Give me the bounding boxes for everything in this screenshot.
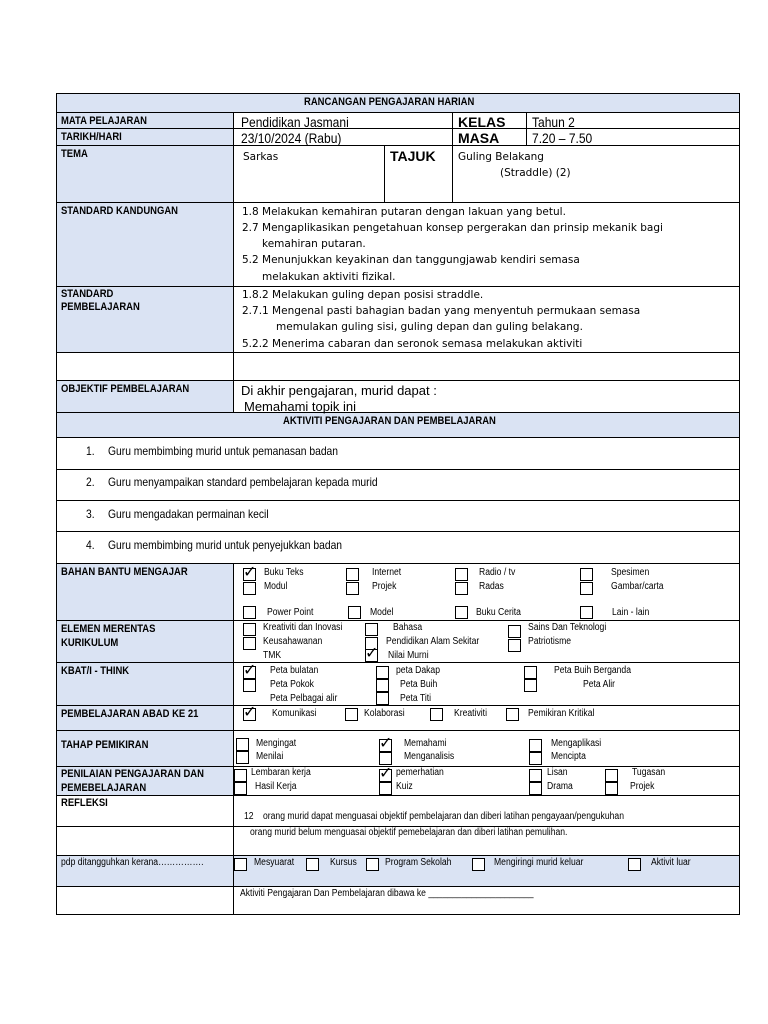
tahap-option-memahami: Memahami xyxy=(404,738,447,749)
aktiviti-item-4-num: 4. xyxy=(86,538,95,552)
emk-option-kreativiti: Kreativiti dan Inovasi xyxy=(263,622,343,633)
aktiviti-item-1: Guru membimbing murid untuk pemanasan badan xyxy=(108,444,339,458)
check-mark-icon: ✓ xyxy=(379,733,393,752)
bbm-powerpoint-checkbox[interactable] xyxy=(243,606,256,619)
kbat-option-bulatan: Peta bulatan xyxy=(270,665,319,676)
bbm-option-projek: Projek xyxy=(372,581,397,592)
tema-value: Sarkas xyxy=(243,151,279,163)
penilaian-projek-checkbox[interactable] xyxy=(605,782,618,795)
bbm-option-internet: Internet xyxy=(372,567,402,578)
tahap-option-mencipta: Mencipta xyxy=(551,751,586,762)
emk-keusahawanan-checkbox[interactable] xyxy=(243,637,256,650)
penilaian-hasil-kerja-checkbox[interactable] xyxy=(234,782,247,795)
penilaian-option-kuiz: Kuiz xyxy=(396,781,413,792)
emk-nilai-murni-checkbox[interactable] xyxy=(365,643,379,662)
kbat-option-pokok: Peta Pokok xyxy=(270,679,314,690)
bbm-buku-teks-checkbox[interactable] xyxy=(243,562,257,581)
penilaian-drama-checkbox[interactable] xyxy=(529,782,542,795)
penilaian-label-2: PEMEBELAJARAN xyxy=(61,782,147,794)
emk-sains-checkbox[interactable] xyxy=(508,625,521,638)
bbm-label: BAHAN BANTU MENGAJAR xyxy=(61,566,188,578)
mata-pelajaran-value: Pendidikan Jasmani xyxy=(241,114,349,130)
sp-line-3: memulakan guling sisi, guling depan dan guling belakang. xyxy=(276,321,583,333)
bbm-option-spesimen: Spesimen xyxy=(611,567,650,578)
abad21-option-komunikasi: Komunikasi xyxy=(272,708,317,719)
penilaian-tugasan-checkbox[interactable] xyxy=(605,769,618,782)
sk-line-5: melakukan aktiviti fizikal. xyxy=(262,271,396,283)
aktiviti-item-2-num: 2. xyxy=(86,475,95,489)
penilaian-pemerhatian-checkbox[interactable] xyxy=(379,763,393,782)
tajuk-line2: (Straddle) (2) xyxy=(500,167,571,179)
penilaian-option-tugasan: Tugasan xyxy=(632,767,666,778)
pdp-aktivit-luar-checkbox[interactable] xyxy=(628,858,641,871)
penilaian-option-lembaran: Lembaran kerja xyxy=(251,767,311,778)
kbat-label: KBAT/I - THINK xyxy=(61,665,130,677)
abad21-option-kreativiti: Kreativiti xyxy=(454,708,487,719)
emk-bahasa-checkbox[interactable] xyxy=(365,623,378,636)
bbm-spesimen-checkbox[interactable] xyxy=(580,568,593,581)
check-mark-icon: ✓ xyxy=(365,643,379,662)
emk-patriotisme-checkbox[interactable] xyxy=(508,639,521,652)
aktiviti-item-3-num: 3. xyxy=(86,507,95,521)
bbm-internet-checkbox[interactable] xyxy=(346,568,359,581)
pdp-option-mesyuarat: Mesyuarat xyxy=(254,857,295,868)
check-mark-icon: ✓ xyxy=(379,763,393,782)
aktiviti-item-2: Guru menyampaikan standard pembelajaran kepada murid xyxy=(108,475,378,489)
tahap-mengaplikasi-checkbox[interactable] xyxy=(529,739,542,752)
mata-pelajaran-label: MATA PELAJARAN xyxy=(61,115,148,127)
lesson-plan-form xyxy=(56,93,740,915)
tahap-mengingat-checkbox[interactable] xyxy=(236,738,249,751)
standard-pembelajaran-label-2: PEMBELAJARAN xyxy=(61,301,140,313)
penilaian-lisan-checkbox[interactable] xyxy=(529,769,542,782)
sp-line-1: 1.8.2 Melakukan guling depan posisi straddle. xyxy=(242,289,484,301)
check-mark-icon: ✓ xyxy=(243,702,257,721)
emk-option-patriotisme: Patriotisme xyxy=(528,636,572,647)
bbm-gambar-checkbox[interactable] xyxy=(580,582,593,595)
pdp-option-aktivit-luar: Aktivit luar xyxy=(651,857,691,868)
bbm-option-gambar: Gambar/carta xyxy=(611,581,664,592)
bbm-lainlain-checkbox[interactable] xyxy=(580,606,593,619)
standard-pembelajaran-label-1: STANDARD xyxy=(61,288,114,300)
penilaian-label-1: PENILAIAN PENGAJARAN DAN xyxy=(61,768,204,780)
kbat-option-buih: Peta Buih xyxy=(400,679,438,690)
tajuk-label: TAJUK xyxy=(390,148,436,164)
abad21-label: PEMBELAJARAN ABAD KE 21 xyxy=(61,708,199,720)
kbat-peta-titi-checkbox[interactable] xyxy=(376,692,389,705)
pdp-mengiringi-checkbox[interactable] xyxy=(472,858,485,871)
check-mark-icon: ✓ xyxy=(243,562,257,581)
bbm-option-buku-teks: Buku Teks xyxy=(264,567,304,578)
emk-option-bahasa: Bahasa xyxy=(393,622,423,633)
tahap-mencipta-checkbox[interactable] xyxy=(529,752,542,765)
tahap-option-menilai: Menilai xyxy=(256,751,284,762)
tajuk-line1: Guling Belakang xyxy=(458,151,544,163)
penilaian-option-drama: Drama xyxy=(547,781,573,792)
kbat-peta-alir-checkbox[interactable] xyxy=(524,679,537,692)
check-mark-icon: ✓ xyxy=(243,660,257,679)
tahap-option-menganalisis: Menganalisis xyxy=(404,751,455,762)
dibawa-text: Aktiviti Pengajaran Dan Pembelajaran dibawa ke ______________________ xyxy=(240,888,534,899)
kelas-value: Tahun 2 xyxy=(532,114,575,130)
emk-option-sains: Sains Dan Teknologi xyxy=(528,622,607,633)
bbm-bukucerita-checkbox[interactable] xyxy=(455,606,468,619)
objektif-line-2: Memahami topik ini xyxy=(244,399,356,414)
emk-option-pas: Pendidikan Alam Sekitar xyxy=(386,636,480,647)
tahap-menilai-checkbox[interactable] xyxy=(236,751,249,764)
kbat-option-pelbagai: Peta Pelbagai alir xyxy=(270,693,338,704)
objektif-label: OBJEKTIF PEMBELAJARAN xyxy=(61,383,190,395)
tahap-option-mengingat: Mengingat xyxy=(256,738,297,749)
aktiviti-item-1-num: 1. xyxy=(86,444,95,458)
penilaian-lembaran-checkbox[interactable] xyxy=(234,769,247,782)
sk-line-1: 1.8 Melakukan kemahiran putaran dengan lakuan yang betul. xyxy=(242,206,566,218)
emk-option-keusahawanan: Keusahawanan xyxy=(263,636,323,647)
kbat-option-alir: Peta Alir xyxy=(583,679,616,690)
tarikh-value: 23/10/2024 (Rabu) xyxy=(241,130,342,146)
kbat-option-titi: Peta Titi xyxy=(400,693,432,704)
page-title: RANCANGAN PENGAJARAN HARIAN xyxy=(304,96,475,108)
aktiviti-title: AKTIVITI PENGAJARAN DAN PEMBELAJARAN xyxy=(283,415,496,427)
masa-value: 7.20 – 7.50 xyxy=(532,130,593,146)
pdp-mesyuarat-checkbox[interactable] xyxy=(234,858,247,871)
tahap-option-mengaplikasi: Mengaplikasi xyxy=(551,738,602,749)
sk-line-2: 2.7 Mengaplikasikan pengetahuan konsep pergerakan dan prinsip mekanik bagi xyxy=(242,222,663,234)
standard-kandungan-label: STANDARD KANDUNGAN xyxy=(61,205,179,217)
bbm-option-model: Model xyxy=(370,607,394,618)
abad21-kreativiti-checkbox[interactable] xyxy=(430,708,443,721)
label-column-bg-bottom xyxy=(56,563,233,795)
abad21-kolaborasi-checkbox[interactable] xyxy=(345,708,358,721)
pdp-option-mengiringi: Mengiringi murid keluar xyxy=(494,857,584,868)
refleksi-line-2: orang murid belum menguasai objektif pemebelajaran dan diberi latihan pemulihan. xyxy=(250,827,568,838)
kbat-option-dakap: peta Dakap xyxy=(396,665,440,676)
kelas-label: KELAS xyxy=(458,114,506,130)
abad21-pemikiran-checkbox[interactable] xyxy=(506,708,519,721)
emk-option-nilai-murni: Nilai Murni xyxy=(388,650,429,661)
penilaian-option-pemerhatian: pemerhatian xyxy=(396,767,444,778)
sp-line-2: 2.7.1 Mengenal pasti bahagian badan yang menyentuh permukaan semasa xyxy=(242,305,641,317)
bbm-option-powerpoint: Power Point xyxy=(267,607,314,618)
pdp-kursus-checkbox[interactable] xyxy=(306,858,319,871)
penilaian-option-hasil-kerja: Hasil Kerja xyxy=(255,781,297,792)
kbat-option-buih-berganda: Peta Buih Berganda xyxy=(554,665,631,676)
tahap-memahami-checkbox[interactable] xyxy=(379,733,393,752)
refleksi-line-1: orang murid dapat menguasai objektif pembelajaran dan diberi latihan pengayaan/pengukuhan xyxy=(263,811,624,822)
tahap-label: TAHAP PEMIKIRAN xyxy=(61,739,149,751)
tema-label: TEMA xyxy=(61,148,88,160)
pdp-program-checkbox[interactable] xyxy=(366,858,379,871)
pdp-option-kursus: Kursus xyxy=(330,857,357,868)
penilaian-kuiz-checkbox[interactable] xyxy=(379,782,392,795)
bbm-modul-checkbox[interactable] xyxy=(243,582,256,595)
abad21-option-pemikiran: Pemikiran Kritikal xyxy=(528,708,595,719)
kbat-peta-buih-checkbox[interactable] xyxy=(376,679,389,692)
tarikh-label: TARIKH/HARI xyxy=(61,131,122,143)
aktiviti-item-3: Guru mengadakan permainan kecil xyxy=(108,507,269,521)
sk-line-4: 5.2 Menunjukkan keyakinan dan tanggungjawab kendiri semasa xyxy=(242,254,580,266)
emk-label-2: KURIKULUM xyxy=(61,637,119,649)
sk-line-3: kemahiran putaran. xyxy=(262,238,366,250)
bbm-option-modul: Modul xyxy=(264,581,288,592)
bbm-radio-checkbox[interactable] xyxy=(455,568,468,581)
emk-kreativiti-checkbox[interactable] xyxy=(243,623,256,636)
abad21-option-kolaborasi: Kolaborasi xyxy=(364,708,405,719)
kbat-peta-buih-berganda-checkbox[interactable] xyxy=(524,666,537,679)
bbm-option-radas: Radas xyxy=(479,581,504,592)
bbm-option-radio: Radio / tv xyxy=(479,567,516,578)
pdp-option-program: Program Sekolah xyxy=(385,857,452,868)
kbat-peta-pokok-checkbox[interactable] xyxy=(243,679,256,692)
kbat-peta-bulatan-checkbox[interactable] xyxy=(243,660,257,679)
objektif-line-1: Di akhir pengajaran, murid dapat : xyxy=(241,383,437,398)
bbm-option-lainlain: Lain - lain xyxy=(612,607,650,618)
kbat-peta-dakap-checkbox[interactable] xyxy=(376,666,389,679)
sp-line-4: 5.2.2 Menerima cabaran dan seronok semasa melakukan aktiviti xyxy=(242,338,583,350)
refleksi-count: 12 xyxy=(244,811,254,822)
bbm-option-bukucerita: Buku Cerita xyxy=(476,607,521,618)
bbm-projek-checkbox[interactable] xyxy=(346,582,359,595)
refleksi-label: REFLEKSI xyxy=(61,797,108,809)
bbm-model-checkbox[interactable] xyxy=(348,606,361,619)
aktiviti-item-4: Guru membimbing murid untuk penyejukkan badan xyxy=(108,538,343,552)
abad21-komunikasi-checkbox[interactable] xyxy=(243,702,257,721)
emk-label-1: ELEMEN MERENTAS xyxy=(61,623,156,635)
pdp-label: pdp ditangguhkan kerana……………. xyxy=(61,857,204,868)
bbm-radas-checkbox[interactable] xyxy=(455,582,468,595)
penilaian-option-projek: Projek xyxy=(630,781,655,792)
penilaian-option-lisan: Lisan xyxy=(547,767,568,778)
emk-option-tmk: TMK xyxy=(263,650,282,661)
masa-label: MASA xyxy=(458,130,500,146)
